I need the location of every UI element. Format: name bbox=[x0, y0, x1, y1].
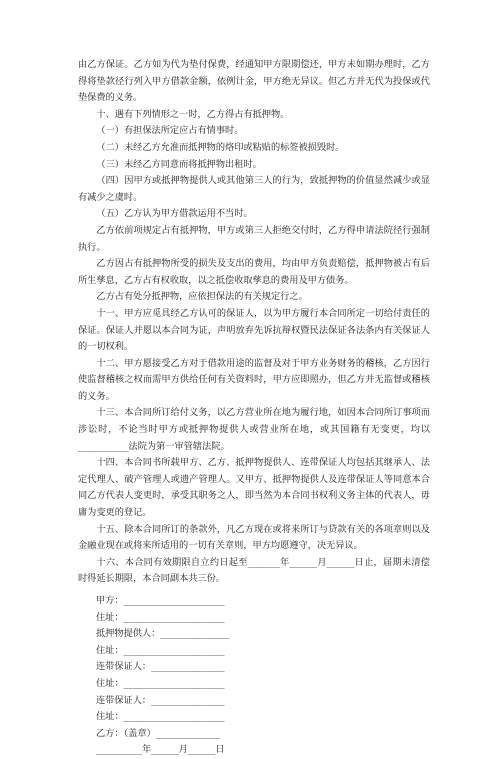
signature-party-a: 甲方：______________________ bbox=[96, 595, 225, 606]
signature-guarantor-2: 连带保证人：________________ bbox=[96, 694, 225, 706]
paragraph-insurance-continued: 由乙方保证。乙方如为代为垫付保费，经通知甲方限期偿还，甲方未如期办理时，乙方得将垫款径行列入甲方借款金额，依例计金，甲方绝无异议。但乙方并无代为投保或代垫保费的义务。 bbox=[78, 59, 430, 104]
clause-15: 十五、除本合同所订的条款外，凡乙方现在或将来所订与贷款有关的各项章则以及金融业现在或将来所适用的一切有关章则，甲方均愿遵守，决无异议。 bbox=[78, 523, 430, 552]
signature-mortgagor: 抵押物提供人：_______________ bbox=[96, 628, 230, 640]
clause-12: 十二、甲方愿接受乙方对于借款用途的监督及对于甲方业务财务的稽核，乙方因行使监督稽核之权而需甲方供给任何有关资料时，甲方应即照办，但乙方并无监督或稽核的义务。 bbox=[78, 357, 430, 402]
clause-10-compensation: 乙方因占有抵押物所受的损失及支出的费用，均由甲方负责赔偿，抵押物被占有后所生孳息，乙方占有权收取，以之抵偿收取孳息的费用及甲方债务。 bbox=[78, 258, 430, 286]
contract-body bbox=[78, 57, 430, 759]
clause-11: 十一、甲方应觅具经乙方认可的保证人，以为甲方履行本合同所定一切给付责任的保证。保证人并愿以本合同为证，声明放弃先诉抗辩权暨民法保证各法条内有关保证人的一切权利。 bbox=[78, 307, 430, 353]
clause-10-heading: 十、遇有下列情形之一时，乙方得占有抵押物。 bbox=[96, 108, 290, 120]
signature-date: __________年______月______日 bbox=[96, 744, 225, 756]
signature-mortgagor-address: 住址：______________________ bbox=[96, 644, 225, 656]
signature-guarantor-2-address: 住址：______________________ bbox=[96, 711, 225, 723]
clause-10-disposal: 乙方占有处分抵押物，应依担保法的有关规定行之。 bbox=[96, 291, 308, 303]
clause-14: 十四、本合同书所载甲方、乙方、抵押物提供人、连带保证人均包括其继承人、法定代理人、破产管理人或遗产管理人。又甲方、抵押物提供人及连带保证人等同意本合同乙方代表人变更时，承受其职务之人，即当然为本合同书权利义务主体的代表人，毋庸为变更的登记。 bbox=[78, 457, 430, 519]
clause-10-enforcement: 乙方依前项规定占有抵押物，甲方或第三人拒绝交付时，乙方得申请法院径行强制执行。 bbox=[78, 224, 430, 253]
signature-party-a-address: 住址：______________________ bbox=[96, 611, 225, 623]
clause-16: 十六、本合同有效期限自立约日起至_______年______月______日止，届期未清偿时得延长期限，本合同副本共三份。 bbox=[78, 556, 430, 585]
clause-10-item-5: （五）乙方认为甲方借款运用不当时。 bbox=[96, 208, 253, 220]
clause-10-item-4: （四）因甲方或抵押物提供人或其他第三人的行为，致抵押物的价值显然减少或显有减少之虞时。 bbox=[78, 175, 430, 203]
signature-guarantor-1-address: 住址：______________________ bbox=[96, 677, 225, 689]
clause-10-item-3: （三）未经乙方同意而将抵押物出租时。 bbox=[96, 158, 262, 170]
signature-guarantor-1: 连带保证人：________________ bbox=[96, 661, 225, 673]
signature-party-b-seal: 乙方：（盖章）______________ bbox=[96, 727, 221, 739]
clause-10-item-2: （二）未经乙方允准而抵押物的烙印或粘贴的标签被损毁时。 bbox=[96, 141, 345, 153]
clause-10-item-1: （一）有担保法所定应占有情事时。 bbox=[96, 125, 244, 137]
clause-13: 十三、本合同所订给付义务，以乙方营业所在地为履行地，如因本合同所订事项而涉讼时，不论当时甲方或抵押物提供人或营业所在地，或其国籍有无变更，均以___________法院为第一审管辖法院。 bbox=[78, 407, 430, 452]
